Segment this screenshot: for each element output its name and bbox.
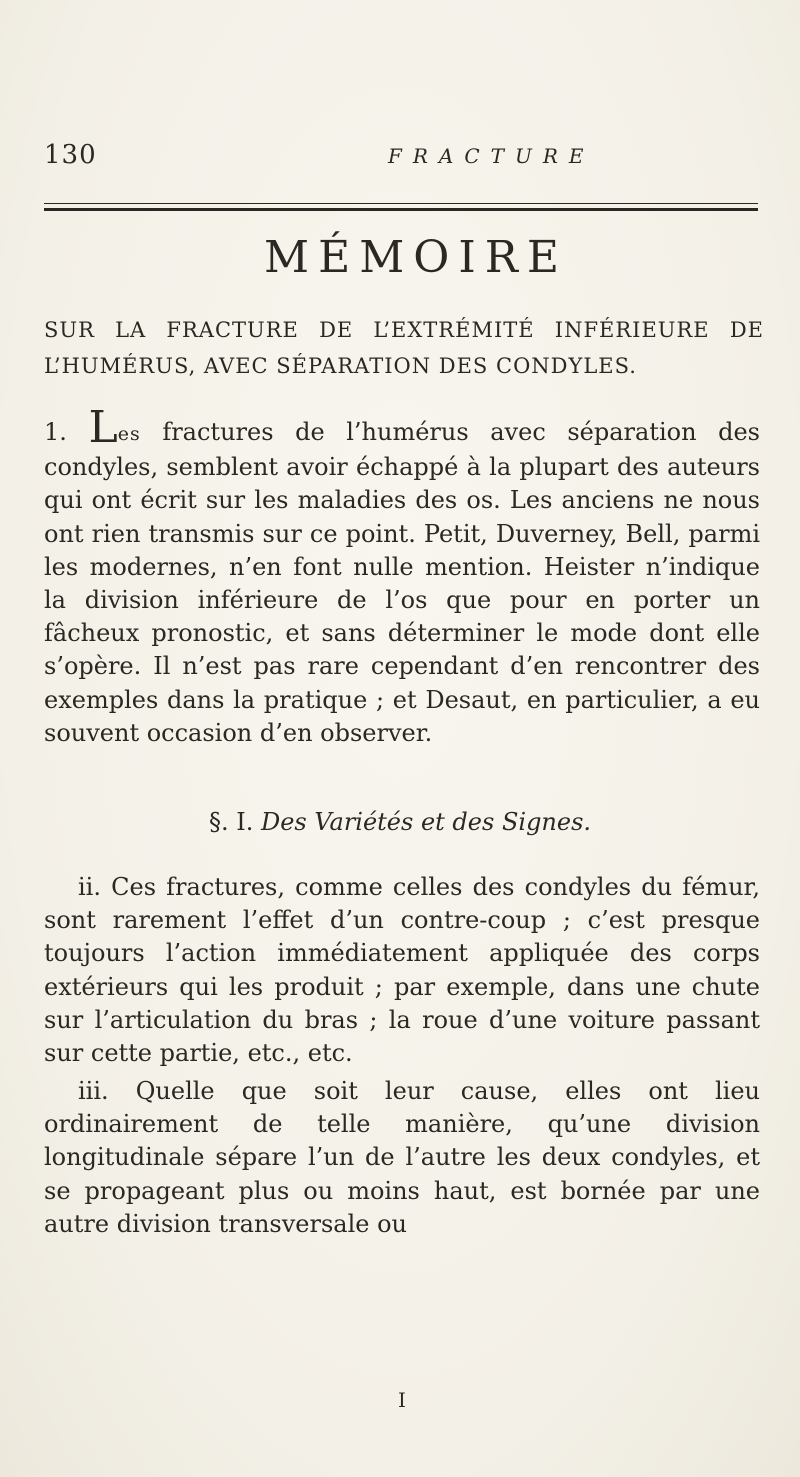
paragraph-text: Quelle que soit leur cause, elles ont lieu ordinairement de telle manière, qu’une division longitudinale sépare l’un de l’autre les deux condyles, et se propageant plus ou moins haut, est bornée par une autre division transversale ou xyxy=(44,1077,760,1238)
paragraph-3 xyxy=(44,1075,760,1241)
memoir-title: MÉMOIRE xyxy=(264,232,568,283)
paragraph-1 xyxy=(44,402,760,750)
paragraph-2 xyxy=(44,871,760,1070)
header-rule-thin xyxy=(44,203,758,204)
signature-mark: I xyxy=(398,1388,406,1412)
paragraph-number: ii. xyxy=(78,873,101,901)
paragraph-text: Ces fractures, comme celles des condyles du fémur, sont rarement l’effet d’un contre-coup ; c’est presque toujours l’action immédiatement appliquée des corps extérieurs qui les produit ; par exemple, dans une chute sur l’articulation du bras ; la roue d’une voiture passant sur cette partie, etc., etc. xyxy=(44,873,760,1068)
header-rule-thick xyxy=(44,208,758,211)
memoir-subtitle: SUR LA FRACTURE DE L’EXTRÉMITÉ INFÉRIEURE DE L’HUMÉRUS, AVEC SÉPARATION DES CONDYLES. xyxy=(44,318,764,378)
section-title: Des Variétés et des Signes. xyxy=(260,808,592,836)
paragraph-number: iii. xyxy=(78,1077,109,1105)
first-word-smallcaps: es xyxy=(117,423,141,445)
drop-capital: L xyxy=(88,402,118,453)
paragraph-text: fractures de l’humérus avec séparation des condyles, semblent avoir échappé à la plupart des auteurs qui ont écrit sur les maladies des os. Les anciens ne nous ont rien transmis sur ce point. Petit, Duverney, Bell, parmi les modernes, n’en font nulle mention. Heister n’indique la division inférieure de l’os que pour en porter un fâcheux pronostic, et sans déterminer le mode dont elle s’opère. Il n’est pas rare cependant d’en rencontrer des exemples dans la pratique ; et Desaut, en particulier, a eu souvent occasion d’en observer. xyxy=(44,418,760,747)
paragraph-number: 1. xyxy=(44,418,67,446)
page-number: 130 xyxy=(44,140,97,170)
running-title: FRACTURE xyxy=(388,144,595,168)
section-heading xyxy=(0,808,800,836)
section-label: §. I. xyxy=(208,808,254,836)
running-header xyxy=(44,140,760,176)
